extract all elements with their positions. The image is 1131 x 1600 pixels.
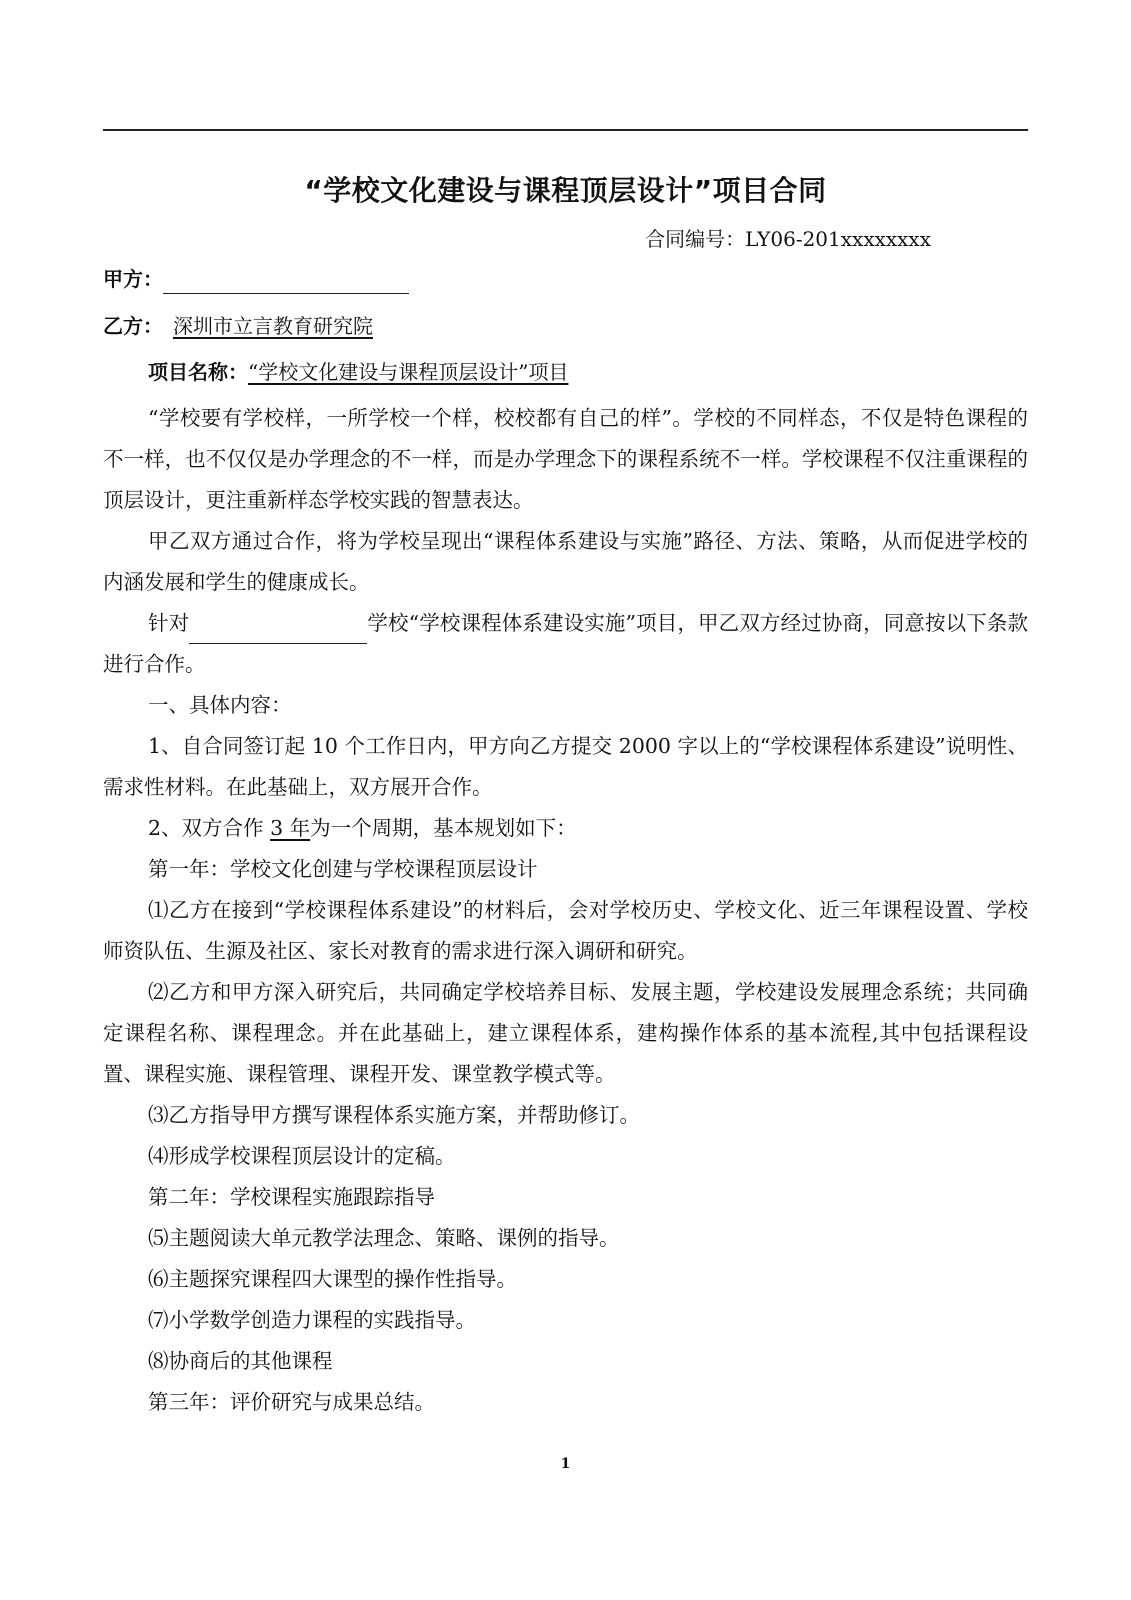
contract-body (103, 398, 1028, 1423)
year-1-item-4: ⑷形成学校课程顶层设计的定稿。 (148, 1144, 456, 1168)
year-1-item-1: ⑴乙方在接到“学校课程体系建设”的材料后，会对学校历史、学校文化、近三年课程设置、学校师资队伍、生源及社区、家长对教育的需求进行深入调研和研究。 (103, 898, 1028, 963)
year-1-heading: 第一年：学校文化创建与学校课程顶层设计 (148, 857, 538, 881)
year-1-item-3: ⑶乙方指导甲方撰写课程体系实施方案，并帮助修订。 (148, 1103, 640, 1127)
item-1: 1、自合同签订起 10 个工作日内，甲方向乙方提交 2000 字以上的“学校课程体系建设”说明性、需求性材料。在此基础上，双方展开合作。 (103, 734, 1028, 799)
project-name-label: 项目名称： (148, 360, 248, 384)
targeting-suffix: 学校“学校课程体系建设实施”项目，甲乙双方经过协商，同意按以下条款进行合作。 (103, 611, 1028, 676)
document-title: “学校文化建设与课程顶层设计”项目合同 (304, 174, 827, 207)
party-a-line (103, 264, 409, 294)
item-2-years: 3 年 (270, 816, 311, 840)
year-3-heading: 第三年：评价研究与成果总结。 (148, 1390, 435, 1414)
contract-number: 合同编号：LY06-201xxxxxxxx (645, 227, 931, 251)
year-2-item-4: ⑻协商后的其他课程 (148, 1349, 333, 1373)
section-1-heading: 一、具体内容： (148, 693, 292, 717)
intro-paragraph-1: “学校要有学校样，一所学校一个样，校校都有自己的样”。学校的不同样态，不仅是特色课程的不一样，也不仅仅是办学理念的不一样，而是办学理念下的课程系统不一样。学校课程不仅注重课程的顶层设计，更注重新样态学校实践的智慧表达。 (103, 406, 1028, 512)
party-b-label: 乙方： (103, 314, 163, 338)
party-a-label: 甲方： (103, 267, 163, 291)
year-2-item-2: ⑹主题探究课程四大课型的操作性指导。 (148, 1267, 517, 1291)
party-b-name: 深圳市立言教育研究院 (173, 314, 373, 338)
page-number: 1 (560, 1456, 571, 1472)
targeting-paragraph (103, 603, 1028, 685)
item-2-suffix: 为一个周期，基本规划如下： (310, 816, 577, 840)
year-2-item-1: ⑸主题阅读大单元教学法理念、策略、课例的指导。 (148, 1226, 620, 1250)
year-2-item-3: ⑺小学数学创造力课程的实践指导。 (148, 1308, 476, 1332)
party-b-line (103, 311, 373, 341)
item-2 (103, 808, 1028, 849)
header-rule (103, 129, 1028, 131)
targeting-prefix: 针对 (148, 611, 190, 635)
year-1-item-2: ⑵乙方和甲方深入研究后，共同确定学校培养目标、发展主题，学校建设发展理念系统；共同确定课程名称、课程理念。并在此基础上，建立课程体系，建构操作体系的基本流程,其中包括课程设置、课程实施、课程管理、课程开发、课堂教学模式等。 (103, 980, 1028, 1086)
project-name-line (148, 357, 568, 387)
school-name-blank[interactable] (189, 617, 367, 644)
year-2-heading: 第二年：学校课程实施跟踪指导 (148, 1185, 435, 1209)
item-2-prefix: 2、双方合作 (148, 816, 271, 840)
intro-paragraph-2: 甲乙双方通过合作，将为学校呈现出“课程体系建设与实施”路径、方法、策略，从而促进学校的内涵发展和学生的健康成长。 (103, 529, 1028, 594)
project-name-value: “学校文化建设与课程顶层设计”项目 (248, 360, 569, 384)
party-a-blank[interactable] (163, 269, 409, 294)
